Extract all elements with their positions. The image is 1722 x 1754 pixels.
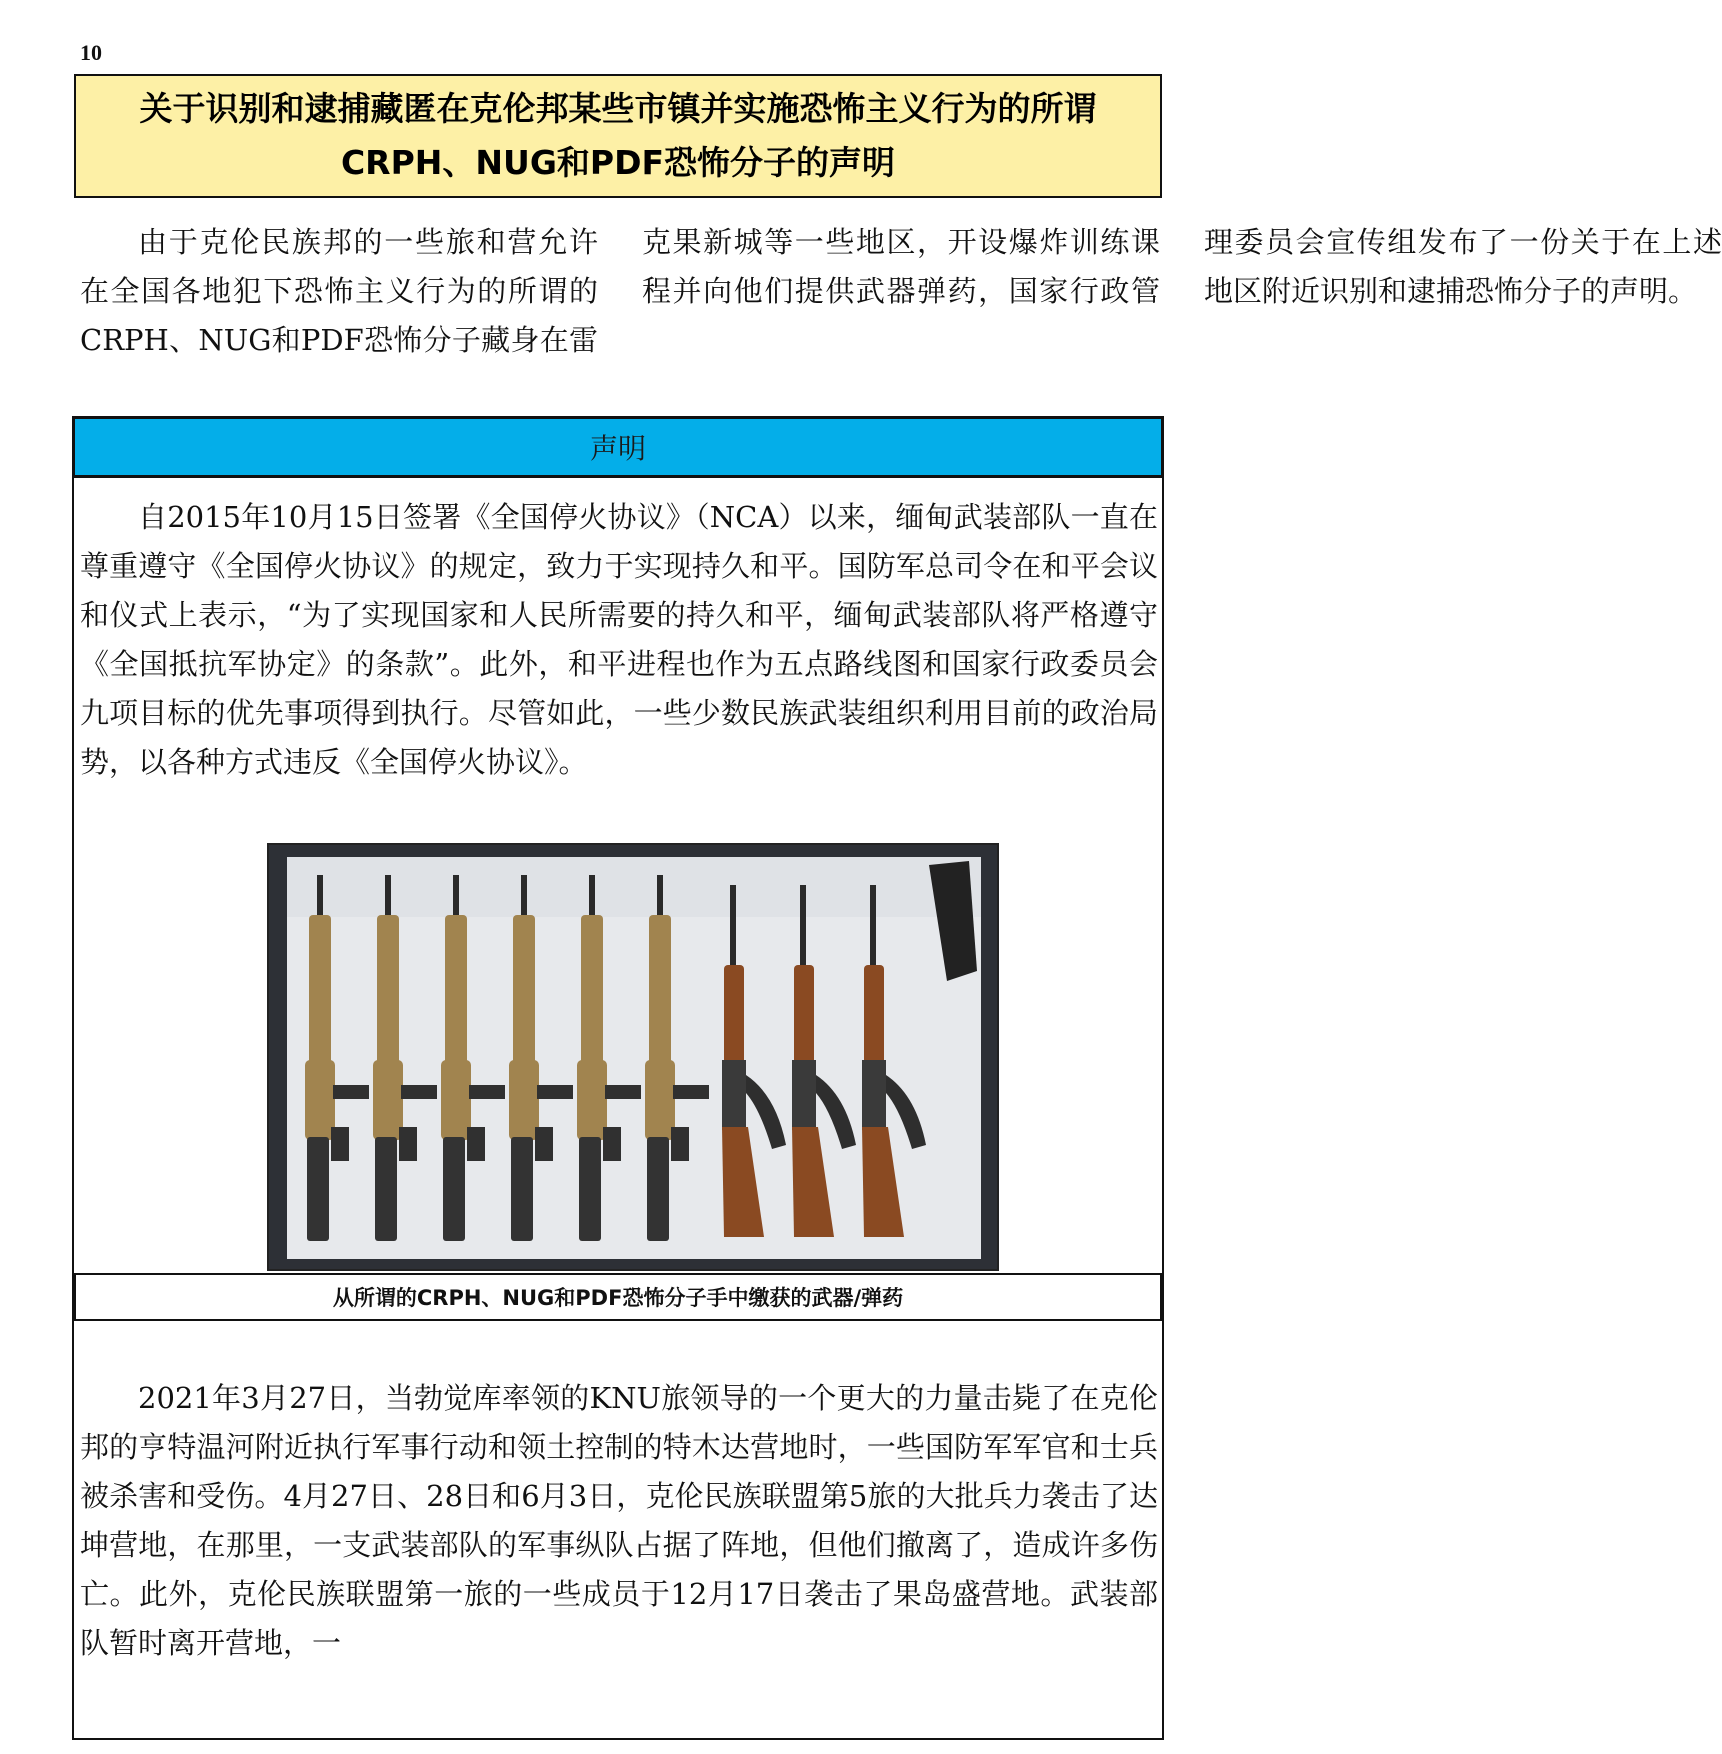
statement-paragraph-2: 2021年3月27日，当勃觉库率领的KNU旅领导的一个更大的力量击毙了在克伦邦的亨特温河附近执行军事行动和领土控制的特木达营地时，一些国防军军官和士兵被杀害和受伤。4月27日、28日和6月3日，克伦民族联盟第5旅的大批兵力袭击了达坤营地，在那里，一支武装部队的军事纵队占据了阵地，但他们撤离了，造成许多伤亡。此外，克伦民族联盟第一旅的一些成员于12月17日袭击了果岛盛营地。武装部队暂时离开营地，一 bbox=[80, 1381, 1158, 1660]
page-title: 关于识别和逮捕藏匿在克伦邦某些市镇并实施恐怖主义行为的所谓CRPH、NUG和PDF恐怖分子的声明 bbox=[139, 89, 1097, 182]
photo-caption: 从所谓的CRPH、NUG和PDF恐怖分子手中缴获的武器/弹药 bbox=[74, 1273, 1162, 1321]
title-box bbox=[74, 74, 1162, 198]
seized-weapons-photo bbox=[267, 843, 999, 1271]
statement-paragraph-1: 自2015年10月15日签署《全国停火协议》（NCA）以来，缅甸武装部队一直在尊重遵守《全国停火协议》的规定，致力于实现持久和平。国防军总司令在和平会议和仪式上表示，“为了实现国家和人民所需要的持久和平，缅甸武装部队将严格遵守《全国抵抗军协定》的条款”。此外，和平进程也作为五点路线图和国家行政委员会九项目标的优先事项得到执行。尽管如此，一些少数民族武装组织利用目前的政治局势，以各种方式违反《全国停火协议》。 bbox=[80, 500, 1158, 779]
weapons-illustration bbox=[269, 845, 997, 1269]
statement-heading: 声明 bbox=[72, 416, 1164, 478]
page-number: 10 bbox=[80, 40, 102, 65]
intro-columns bbox=[80, 218, 1722, 408]
intro-paragraph: 由于克伦民族邦的一些旅和营允许在全国各地犯下恐怖主义行为的所谓的CRPH、NUG和PDF恐怖分子藏身在雷克果新城等一些地区，开设爆炸训练课程并向他们提供武器弹药，国家行政管理委员会宣传组发布了一份关于在上述地区附近识别和逮捕恐怖分子的声明。 bbox=[80, 225, 1722, 357]
